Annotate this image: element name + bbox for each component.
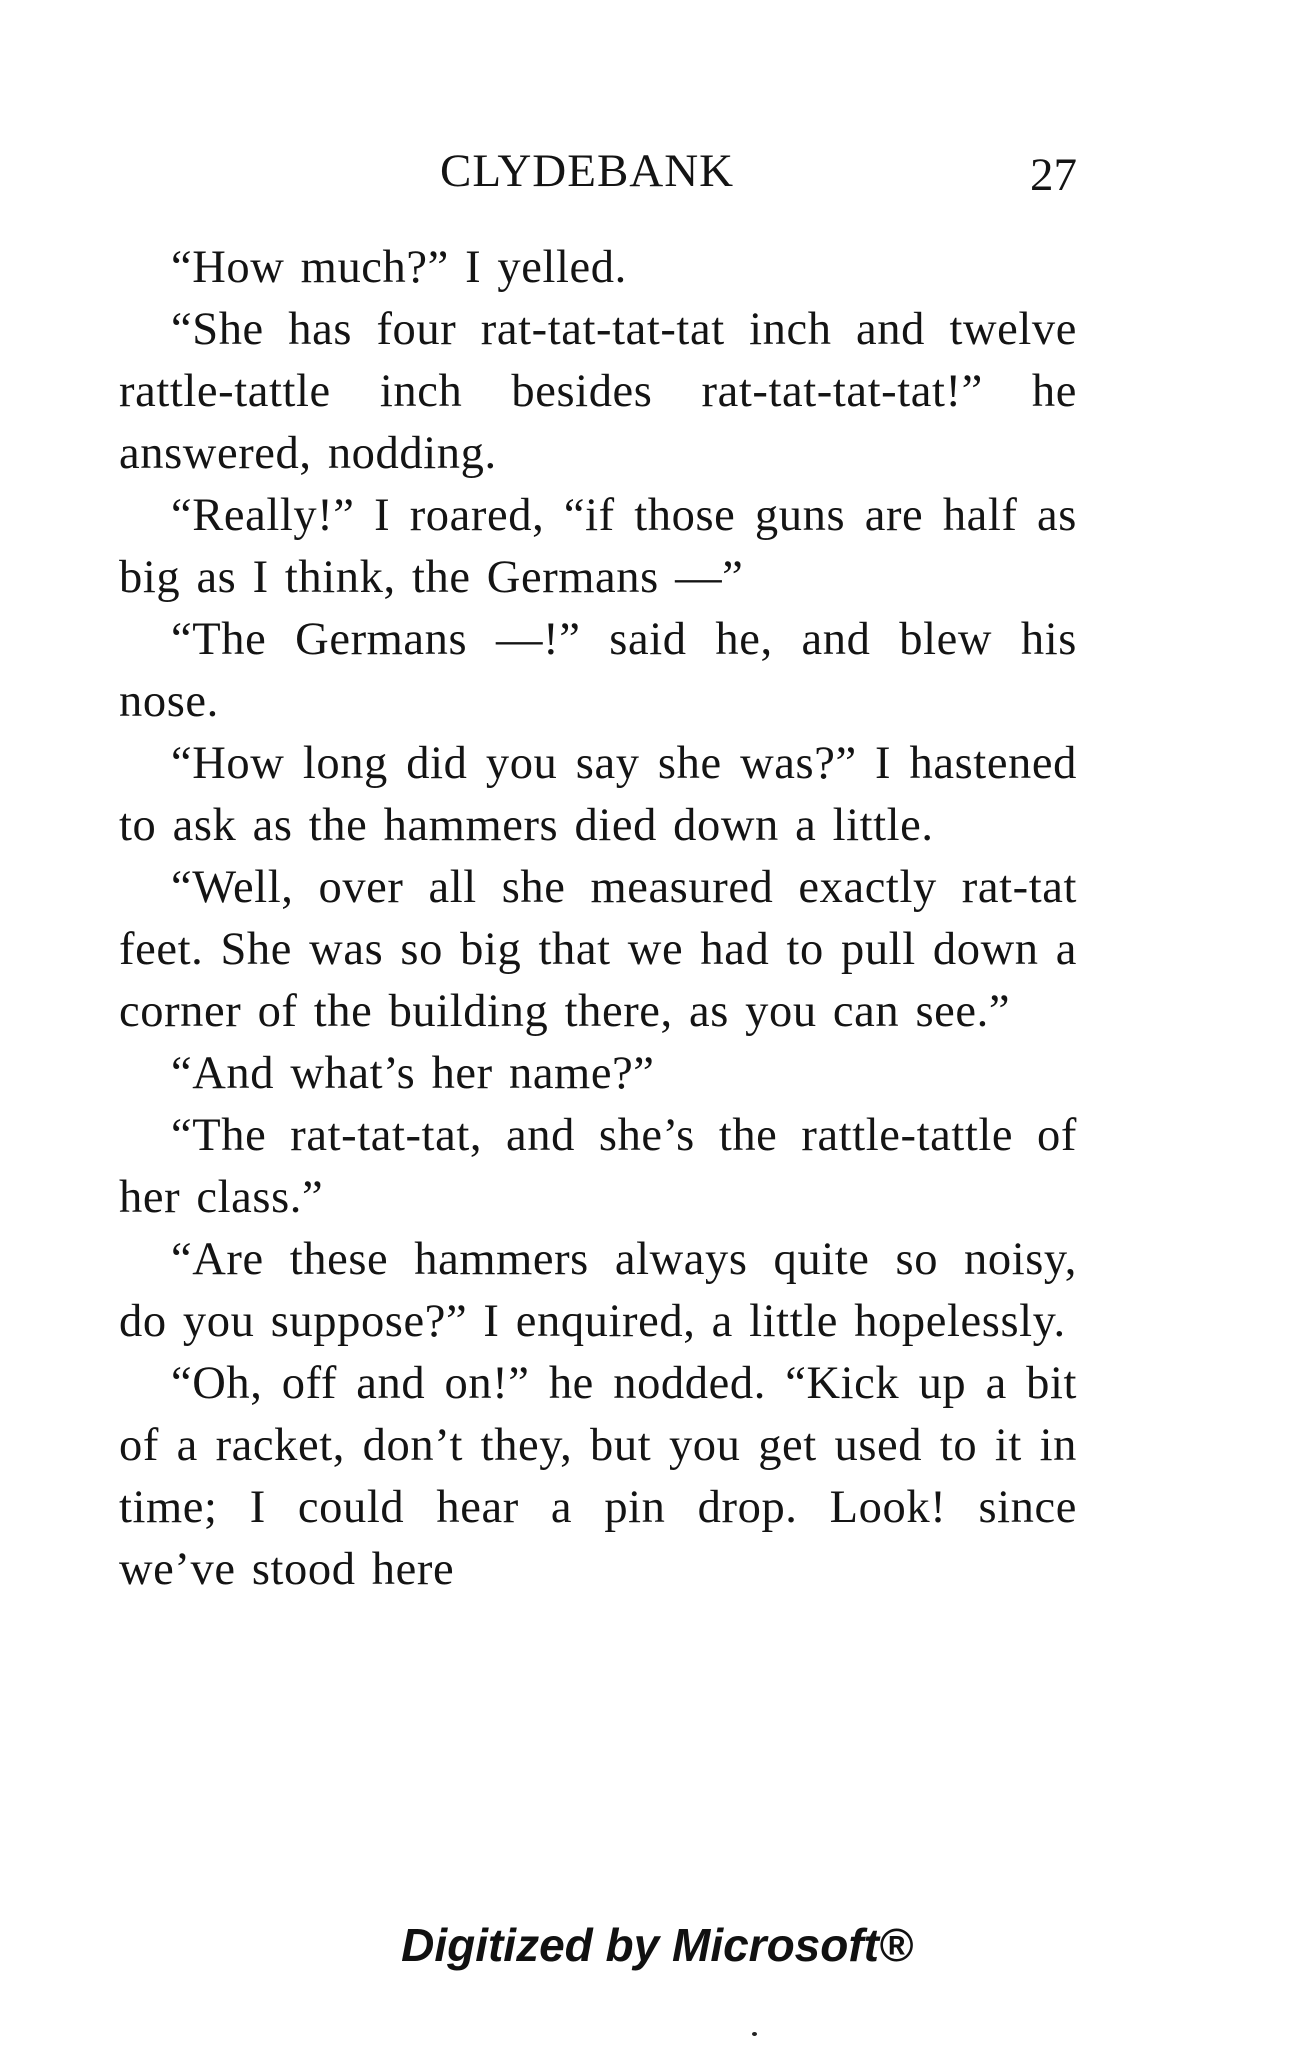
paragraph: “The rat-tat-tat, and she’s the rattle-tattle of her class.” xyxy=(119,1110,1077,1223)
body-text xyxy=(119,237,1077,1601)
running-title: CLYDEBANK xyxy=(440,145,735,197)
paragraph: “How long did you say she was?” I hastened to ask as the hammers died down a little. xyxy=(119,738,1077,851)
page-number: 27 xyxy=(1030,149,1077,201)
paragraph: “She has four rat-tat-tat-tat inch and twelve rattle-tattle inch besides rat-tat-tat-tat!” he answered, nodding. xyxy=(119,304,1077,479)
paragraph: “Well, over all she measured exactly rat-tat feet. She was so big that we had to pull down a corner of the building there, as you can see.” xyxy=(119,862,1077,1037)
paragraph: “The Germans —!” said he, and blew his nose. xyxy=(119,614,1077,727)
paragraph: “Oh, off and on!” he nodded. “Kick up a bit of a racket, don’t they, but you get used to it in time; I could hear a pin drop. Look! since we’ve stood here xyxy=(119,1358,1077,1595)
digitization-watermark: Digitized by Microsoft® xyxy=(401,1919,913,1971)
paragraph: “And what’s her name?” xyxy=(171,1048,655,1099)
paragraph: “How much?” I yelled. xyxy=(171,242,627,293)
scan-speck xyxy=(752,2032,757,2036)
paragraph: “Really!” I roared, “if those guns are half as big as I think, the Germans —” xyxy=(119,490,1077,603)
paragraph: “Are these hammers always quite so noisy, do you suppose?” I enquired, a little hopelessly. xyxy=(119,1234,1077,1347)
